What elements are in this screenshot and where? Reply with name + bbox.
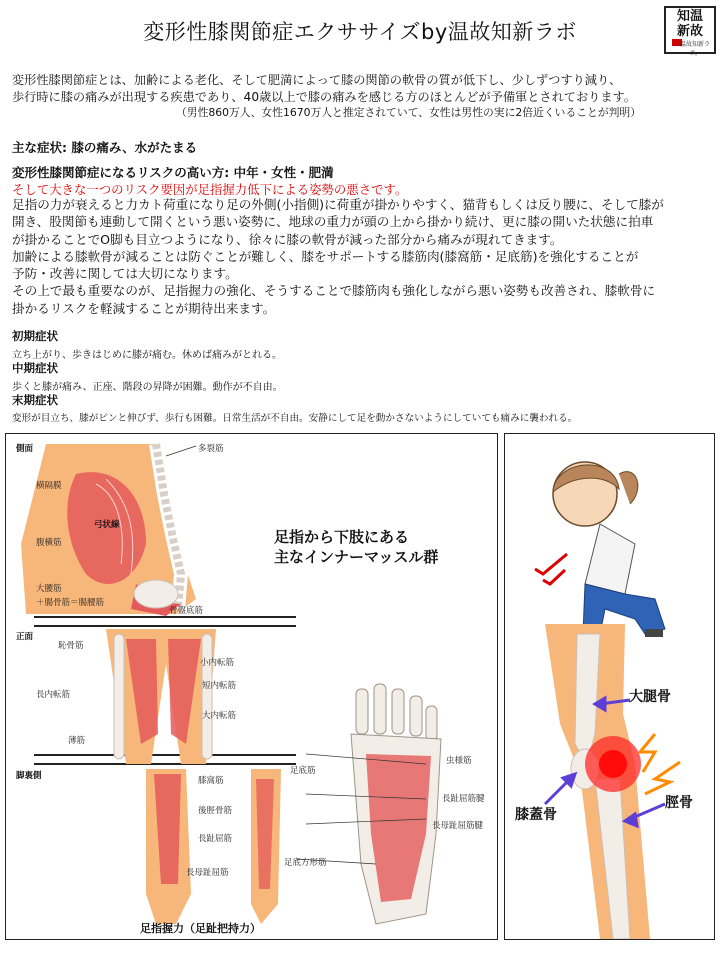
label-choushikussikinken: 長趾屈筋腱 [442, 794, 485, 804]
stage-early-title: 初期症状 [12, 329, 58, 343]
section-front-label: 正面 [16, 632, 34, 642]
label-sokuteikin: 足底筋 [290, 766, 316, 776]
intro-paragraph [12, 72, 636, 106]
explanation-line: 予防・改善に関しては大切になります。 [12, 266, 238, 282]
label-choushikussikin: 長趾屈筋 [198, 834, 233, 844]
caption-line2: 主なインナーマッスル群 [274, 548, 439, 566]
knee-panel [504, 433, 715, 940]
label-choubokussikinken: 長母趾屈筋腱 [432, 821, 484, 831]
stage-early-text: 立ち上がり、歩きはじめに膝が痛む。休めば痛みがとれる。 [12, 350, 282, 361]
caption-line1: 足指から下肢にある [274, 528, 410, 546]
label-chikotsukin: 恥骨筋 [58, 641, 84, 651]
lightning-icon [640, 734, 655, 772]
femur-left-shape [114, 634, 124, 759]
stage-late-title: 末期症状 [12, 393, 58, 407]
stage-middle-title: 中期症状 [12, 361, 58, 375]
label-fukuoukin: 腹横筋 [36, 538, 62, 548]
explanation-text [12, 196, 664, 317]
label-chuuyoukin: 虫様筋 [446, 756, 472, 766]
label-kotsubanteikin: 骨盤底筋 [169, 606, 204, 616]
explanation-line: 足指の力が衰えると力カト荷重になり足の外側(小指側)に荷重が掛かりやすく、猫背もしくは反り腰に、そして膝が [12, 197, 664, 212]
explanation-line: その上で最も重要なのが、足指握力の強化、そうすることで膝筋肉も強化しながら悪い姿勢も改善され、膝軟骨に [12, 283, 656, 299]
label-dainaitenkin: 大内転筋 [202, 711, 237, 721]
label-sokuteihoukeikin: 足底方形筋 [284, 858, 327, 868]
label-yumijousen: 弓状線 [94, 520, 120, 530]
label-hakukin: 薄筋 [68, 736, 86, 746]
logo-subtext: 温故知新ラボ。 [679, 41, 710, 57]
label-tashoretsukin: 多裂筋 [198, 444, 224, 454]
label-oukakumaku: 横隔膜 [36, 481, 62, 491]
page-title: 変形性膝関節症エクササイズby温故知新ラボ [143, 20, 577, 44]
risk-highlight: そして大きな一つのリスク要因が足指握力低下による姿勢の悪さです。 [12, 182, 408, 197]
label-tannaitenkin: 短内転筋 [202, 681, 237, 691]
label-choubokussikin: 長母趾屈筋 [186, 868, 229, 878]
femur-right-shape [202, 634, 212, 759]
intro-line1: 変形性膝関節症とは、加齢による老化、そして肥満によって膝の関節の軟骨の質が低下し、少しずつすり減り、 [12, 73, 622, 87]
label-daiyoukin: 大腰筋 [36, 584, 62, 594]
section-sole-label: 脚裏側 [16, 771, 42, 781]
label-shitsukakin: 膝窩筋 [198, 776, 224, 786]
explanation-line: 加齢による膝軟骨が減ることは防ぐことが難しく、膝をサポートする膝筋肉(膝窩筋・足底筋)を強化することが [12, 248, 639, 264]
woman-illustration [535, 462, 665, 640]
intro-line2: 歩行時に膝の痛みが出現する疾患であり、40歳以上で膝の痛みを感じる方のほとんどが予備軍とされております。 [12, 90, 636, 104]
symptoms-heading: 主な症状: 膝の痛み、水がたまる [12, 140, 198, 155]
logo-line2: 新故 [676, 24, 703, 39]
label-koukeikotsukin: 後脛骨筋 [198, 806, 233, 816]
label-chouyoukin: ＋腸骨筋＝腸腰筋 [36, 598, 105, 608]
stage-middle-text: 歩くと膝が痛み、正座、階段の昇降が困難。動作が不自由。 [12, 382, 283, 393]
risk-heading: 変形性膝関節症になるリスクの高い方: 中年・女性・肥満 [12, 165, 334, 180]
logo-line1: 知温 [676, 9, 703, 24]
knee-illustration [505, 434, 714, 939]
label-femur: 大腿骨 [629, 689, 671, 705]
explanation-line: 開き、股関節も連動して開くという悪い姿勢に、地球の重力が頭の上から掛かり続け、更に膝の開いた状態に拍車 [12, 214, 654, 230]
label-patella: 膝蓋骨 [515, 807, 557, 823]
section-side-label: 側面 [16, 444, 34, 454]
explanation-line: 掛かるリスクを軽減することが期待出来ます。 [12, 300, 276, 316]
anatomy-panel [5, 433, 498, 940]
anatomy-illustration [6, 434, 497, 939]
label-tibia: 脛骨 [665, 795, 693, 811]
bottom-caption: 足指握力（足趾把持力） [140, 922, 261, 935]
brand-logo [664, 6, 716, 57]
explanation-line: が掛かることでO脚も目立つようになり、徐々に膝の軟骨が減った部分から痛みが現れてきます。 [12, 231, 563, 247]
stage-late-text: 変形が目立ち、膝がピンと伸びず、歩行も困難。日常生活が不自由。安静にして足を動かさないようにしていても痛みに襲われる。 [12, 413, 578, 424]
intro-note: （男性860万人、女性1670万人と推定されていて、女性は男性の実に2倍近くいることが判明） [176, 106, 642, 119]
label-shounaitenkin: 小内転筋 [200, 658, 235, 668]
label-choonaitenkin: 長内転筋 [36, 690, 71, 700]
